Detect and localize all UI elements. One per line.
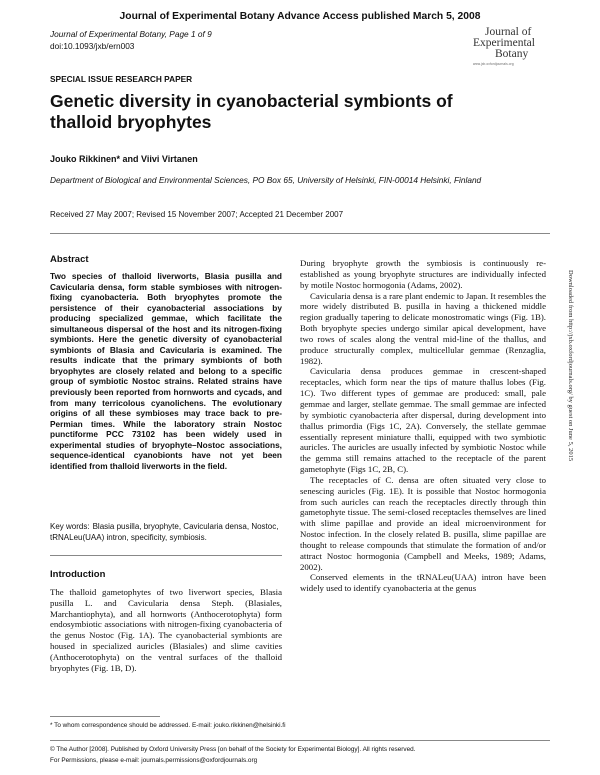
copyright-notice: © The Author [2008]. Published by Oxford University Press [on behalf of the Society for Experimental Biology]. All rights reserved. [50, 746, 416, 753]
footer-divider [50, 740, 550, 741]
permissions-notice: For Permissions, please e-mail: journals.permissions@oxfordjournals.org [50, 757, 258, 764]
body-paragraph: The receptacles of C. densa are often situated very close to senescing auricles (Fig. 1E). It is possible that Nostoc hormogonia from such auricles can reach the receptacles directly through thin gametophyte tissue. The semi-closed receptacles themselves are lined with slime papillae and provide an ideal microenvironment for Nostoc infection. In the closely related B. pusilla, slime papillae are thought to release compounds that stimulate the formation of and/or attract Nostoc hormogonia (Campbell and Meeks, 1989; Adams, 2002). [300, 474, 546, 572]
introduction-text: The thalloid gametophytes of two liverwort species, Blasia pusilla L. and Cavicularia densa Steph. (Blasiales, Marchantiophyta), and all hornworts (Anthocerotophyta) form endosymbiotic associations with nitrogen-fixing cyanobacteria of the genus Nostoc (Fig. 1A). The cyanobacterial symbionts are housed in specialized auricles (Blasiales) and slime cavities (Anthocerotophyta) on the ventral surfaces of the thalloid bryophytes (Fig. 1B, D). [50, 587, 282, 673]
keywords-label: Key words: [50, 522, 90, 531]
keywords-divider [50, 555, 282, 556]
logo-url: www.jxb.oxfordjournals.org [473, 62, 514, 66]
download-watermark [567, 270, 581, 610]
article-title: Genetic diversity in cyanobacterial symbionts of thalloid bryophytes [50, 91, 453, 132]
footnote-divider [50, 716, 160, 717]
journal-logo [473, 27, 557, 75]
download-watermark-text: Downloaded from http://jxb.oxfordjournals.org/ by guest on June 5, 2015 [567, 270, 574, 462]
keywords [50, 522, 282, 543]
keywords-list: Blasia pusilla, bryophyte, Cavicularia densa, Nostoc, tRNALeu(UAA) intron, specificity, symbiosis. [50, 522, 279, 542]
logo-word-1: Journal of [485, 26, 532, 38]
author-affiliation: Department of Biological and Environmental Sciences, PO Box 65, University of Helsinki, FIN-00014 Helsinki, Finland [50, 175, 482, 185]
correspondence-footnote: * To whom correspondence should be addressed. E-mail: jouko.rikkinen@helsinki.fi [50, 722, 286, 729]
body-paragraph: During bryophyte growth the symbiosis is continuously re-established as young bryophyte structures are individually infected by motile Nostoc hormogonia (Adams, 2002). [300, 258, 546, 290]
journal-citation-line: Journal of Experimental Botany, Page 1 of 9 [50, 29, 212, 39]
body-paragraph: Cavicularia densa is a rare plant endemic to Japan. It resembles the more widely distributed B. pusilla in having a thickened middle region gradually tapering to delicate monostromatic wings (Fig. 1B). Both bryophyte species undergo similar apical development, have two rows of scales along the ventral mid-line of the thallus, and produce structurally complex, multicellular gemmae (Renzaglia, 1982). [300, 290, 546, 366]
right-column-text [300, 258, 546, 594]
logo-word-3: Botany [495, 48, 529, 60]
abstract-heading: Abstract [50, 254, 89, 265]
body-paragraph: Cavicularia densa produces gemmae in crescent-shaped receptacles, which form near the tips of mature thallus lobes (Fig. 1C). Two different types of gemmae are produced: small, pale gemmae and larger, stellate gemmae. The small gemmae are infected by symbiotic cyanobacteria after dispersal, during development into thallus primordia (Figs 1C, 2A). Conversely, the stellate gemmae essentially represent miniature thalli, equipped with two symbiotic auricles. The auricles are usually infected by symbiotic Nostoc while the gemma still remains attached to the receptacle of the parent gametophyte (Figs 1C, 2B, C). [300, 366, 546, 475]
introduction-heading: Introduction [50, 569, 106, 580]
advance-access-banner: Journal of Experimental Botany Advance Access published March 5, 2008 [119, 11, 481, 22]
abstract-text: Two species of thalloid liverworts, Blasia pusilla and Cavicularia densa, form stable symbioses with nitrogen-fixing cyanobacteria. Both bryophytes promote the persistence of their cyanobacterial associations by producing specialized gemmae, which facilitate the simultaneous dispersal of the host and its nitrogen-fixing symbionts. Here the genetic diversity of cyanobacterial symbionts of Blasia and Cavicularia is examined. The results indicate that the primary symbionts of both bryophytes are closely related and belong to a specific group of symbiotic Nostoc strains. Related strains have previously been reported from hornworts and cycads, and from many terricolous cyanolichens. The evolutionary origins of all these symbioses may trace back to pre-Permian times. While the laboratory strain Nostoc punctiforme PCC 73102 has been widely used in experimental studies of bryophyte–Nostoc associations, sequence-identical cyanobionts have not yet been identified from thalloid liverworts in the field. [50, 271, 282, 471]
header-divider [50, 233, 550, 234]
article-authors: Jouko Rikkinen* and Viivi Virtanen [50, 154, 198, 164]
logo-word-2: Experimental [473, 37, 535, 49]
body-paragraph: Conserved elements in the tRNALeu(UAA) intron have been widely used to identify cyanobacteria at the genus [300, 572, 546, 594]
doi-line: doi:10.1093/jxb/ern003 [50, 41, 135, 51]
article-type: SPECIAL ISSUE RESEARCH PAPER [50, 74, 193, 84]
article-dates: Received 27 May 2007; Revised 15 November 2007; Accepted 21 December 2007 [50, 210, 344, 219]
